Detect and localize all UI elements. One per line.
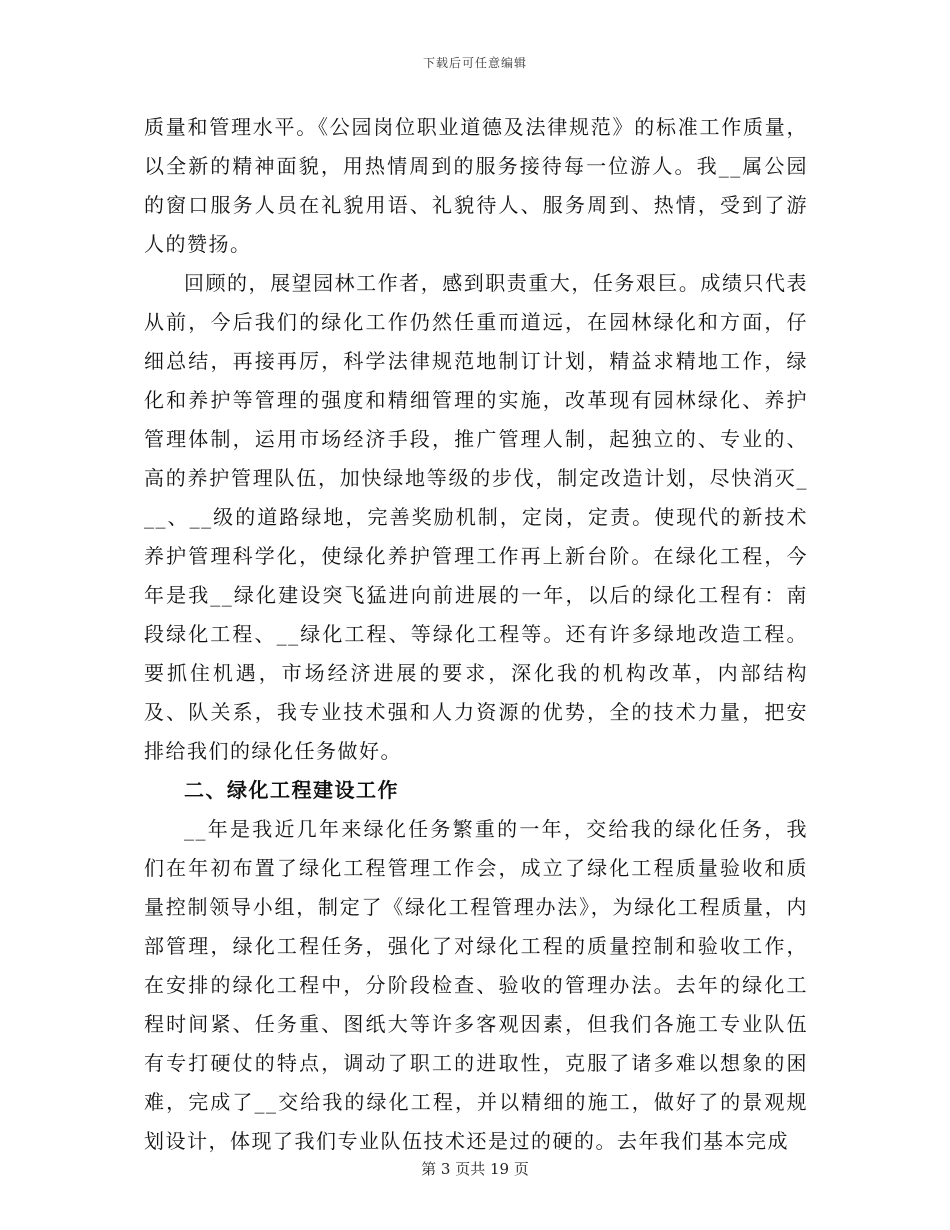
document-body — [144, 108, 808, 1161]
paragraph-continued: 质量和管理水平。《公园岗位职业道德及法律规范》的标准工作质量，以全新的精神面貌，用热情周到的服务接待每一位游人。我__属公园的窗口服务人员在礼貌用语、礼貌待人、服务周到、热情，受到了游人的赞扬。 — [144, 115, 808, 256]
paragraph-review: 回顾的，展望园林工作者，感到职责重大，任务艰巨。成绩只代表从前，今后我们的绿化工作仍然任重而道远，在园林绿化和方面，仔细总结，再接再厉，科学法律规范地制订计划，精益求精地工作，绿化和养护等管理的强度和精细管理的实施，改革现有园林绿化、养护管理体制，运用市场经济手段，推广管理人制，起独立的、专业的、高的养护管理队伍，加快绿地等级的步伐，制定改造计划，尽快消灭___、__级的道路绿地，完善奖励机制，定岗，定责。使现代的新技术养护管理科学化，使绿化养护管理工作再上新台阶。在绿化工程，今年是我__绿化建设突飞猛进向前进展的一年，以后的绿化工程有：南段绿化工程、__绿化工程、等绿化工程等。还有许多绿地改造工程。要抓住机遇，市场经济进展的要求，深化我的机构改革，内部结构及、队关系，我专业技术强和人力资源的优势，全的技术力量，把安排给我们的绿化任务做好。 — [144, 271, 808, 763]
section-heading: 二、绿化工程建设工作 — [184, 778, 399, 802]
paragraph-greening-projects: __年是我近几年来绿化任务繁重的一年，交给我的绿化任务，我们在年初布置了绿化工程管理工作会，成立了绿化工程质量验收和质量控制领导小组，制定了《绿化工程管理办法》，为绿化工程质量，内部管理，绿化工程任务，强化了对绿化工程的质量控制和验收工作，在安排的绿化工程中，分阶段检查、验收的管理办法。去年的绿化工程时间紧、任务重、图纸大等许多客观因素，但我们各施工专业队伍有专打硬仗的特点，调动了职工的进取性，克服了诸多难以想象的困难，完成了__交给我的绿化工程，并以精细的施工，做好了的景观规划设计，体现了我们专业队伍技术还是过的硬的。去年我们基本完成 — [144, 817, 808, 1153]
page-header: 下载后可任意编辑 — [422, 56, 527, 70]
page-footer: 第 3 页共 19 页 — [421, 1160, 529, 1178]
